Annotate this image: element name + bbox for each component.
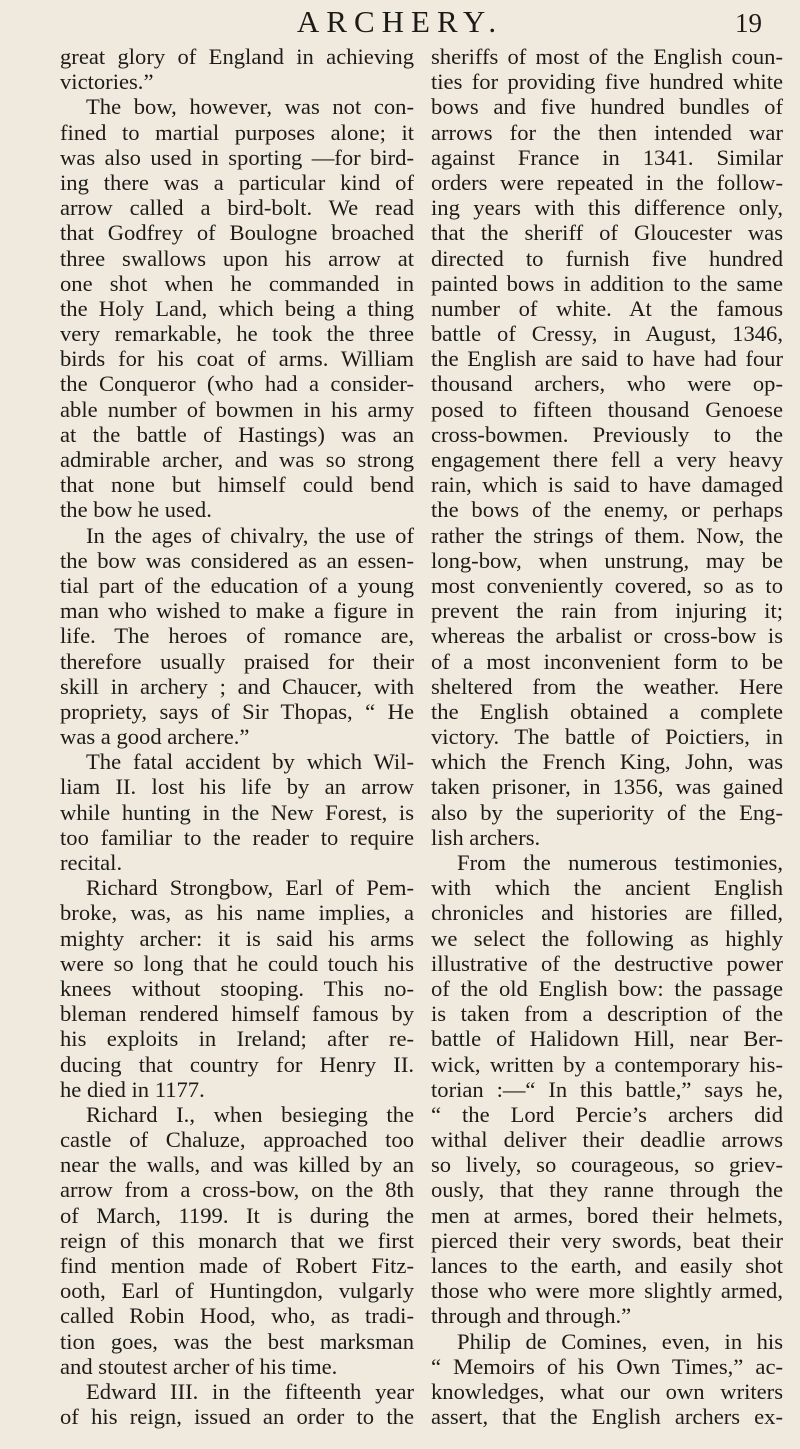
page-number: 19: [735, 8, 762, 38]
text-line: “ the Lord Percie’s archers did: [431, 1101, 783, 1127]
text-line: great glory of England in achieving: [60, 44, 414, 69]
text-line: that Godfrey of Boulogne broached: [60, 220, 414, 246]
text-line: of his reign, issued an order to the: [60, 1404, 414, 1430]
text-line: ooth, Earl of Huntingdon, vulgarly: [60, 1278, 414, 1304]
text-line: arrow from a cross-bow, on the 8th: [60, 1177, 414, 1203]
running-header: [0, 4, 800, 44]
text-line: the bows of the enemy, or perhaps: [431, 497, 783, 523]
text-line: so lively, so courageous, so griev-: [431, 1152, 783, 1178]
text-line: knowledges, what our own writers: [431, 1378, 783, 1404]
text-line: withal deliver their deadlie arrows: [431, 1127, 783, 1153]
text-line: ducing that country for Henry II.: [60, 1051, 414, 1077]
text-line: Philip de Comines, even, in his: [457, 1328, 783, 1354]
text-line: lances to the earth, and easily shot: [431, 1253, 783, 1278]
text-line: which the French King, John, was: [431, 749, 783, 775]
text-line: we select the following as highly: [431, 925, 783, 951]
text-line: his exploits in Ireland; after re-: [60, 1026, 414, 1052]
text-line: battle of Halidown Hill, near Ber-: [431, 1026, 783, 1052]
text-line: long-bow, when unstrung, may be: [431, 547, 783, 573]
text-line: broke, was, as his name implies, a: [60, 900, 414, 926]
text-line: the English obtained a complete: [431, 698, 783, 724]
text-line: of a most inconvenient form to be: [431, 648, 783, 674]
text-line: From the numerous testimonies,: [457, 850, 783, 875]
text-line: that none but himself could bend: [60, 472, 414, 498]
text-line: was a good archere.”: [60, 724, 250, 750]
text-line: while hunting in the New Forest, is: [60, 799, 414, 825]
text-line: chronicles and histories are filled,: [431, 900, 783, 926]
text-line: able number of bowmen in his army: [60, 396, 414, 422]
text-line: whereas the arbalist or cross-bow is: [431, 623, 783, 649]
text-line: tion goes, was the best marksman: [60, 1328, 414, 1354]
text-line: recital.: [60, 850, 123, 875]
text-line: torian :—“ In this battle,” says he,: [431, 1076, 783, 1102]
text-line: were so long that he could touch his: [60, 950, 414, 976]
text-line: of March, 1199. It is during the: [60, 1202, 414, 1228]
text-line: ties for providing five hundred white: [431, 69, 783, 95]
left-column: [60, 44, 414, 1429]
text-line: those who were more slightly armed,: [431, 1278, 783, 1304]
text-line: wick, written by a contemporary his-: [431, 1051, 783, 1077]
text-line: one shot when he commanded in: [60, 270, 414, 296]
text-line: posed to fifteen thousand Genoese: [431, 396, 783, 422]
text-line: birds for his coat of arms. William: [60, 346, 414, 372]
text-line: is taken from a description of the: [431, 1001, 783, 1027]
text-line: find mention made of Robert Fitz-: [60, 1253, 414, 1278]
text-line: near the walls, and was killed by an: [60, 1152, 414, 1178]
text-line: mighty archer: it is said his arms: [60, 925, 414, 951]
text-line: orders were repeated in the follow-: [431, 169, 783, 195]
text-line: very remarkable, he took the three: [60, 321, 414, 347]
text-line: In the ages of chivalry, the use of: [86, 522, 414, 548]
text-line: ing years with this difference only,: [431, 195, 783, 221]
text-line: admirable archer, and was so strong: [60, 447, 414, 472]
text-line: he died in 1177.: [60, 1076, 205, 1102]
text-line: man who wished to make a figure in: [60, 598, 414, 624]
text-line: number of white. At the famous: [431, 295, 783, 321]
text-line: cross-bowmen. Previously to the: [431, 421, 783, 447]
text-line: and stoutest archer of his time.: [60, 1353, 338, 1379]
text-line: Richard I., when besieging the: [86, 1101, 414, 1127]
text-line: that the sheriff of Gloucester was: [431, 220, 783, 246]
running-title: ARCHERY.: [296, 4, 504, 39]
text-line: victory. The battle of Poictiers, in: [431, 724, 783, 750]
text-line: therefore usually praised for their: [60, 648, 414, 674]
text-line: bows and five hundred bundles of: [431, 94, 783, 120]
text-line: the bow was considered as an essen-: [60, 547, 414, 573]
text-line: battle of Cressy, in August, 1346,: [431, 321, 783, 347]
text-line: called Robin Hood, who, as tradi-: [60, 1303, 414, 1329]
right-column: [431, 44, 783, 1429]
text-line: life. The heroes of romance are,: [60, 623, 414, 649]
text-line: the Holy Land, which being a thing: [60, 295, 414, 321]
text-line: victories.”: [60, 69, 154, 95]
text-line: knees without stooping. This no-: [60, 975, 414, 1001]
text-line: also by the superiority of the Eng-: [431, 799, 783, 825]
text-line: arrows for the then intended war: [431, 119, 783, 145]
text-line: taken prisoner, in 1356, was gained: [431, 774, 783, 800]
text-line: the bow he used.: [60, 497, 212, 523]
text-line: through and through.”: [431, 1303, 632, 1329]
text-line: sheltered from the weather. Here: [431, 673, 783, 699]
text-line: painted bows in addition to the same: [431, 270, 783, 296]
text-line: reign of this monarch that we first: [60, 1227, 414, 1253]
text-line: “ Memoirs of his Own Times,” ac-: [431, 1353, 783, 1379]
text-line: was also used in sporting —for bird-: [60, 144, 414, 170]
text-line: bleman rendered himself famous by: [60, 1001, 414, 1027]
text-line: propriety, says of Sir Thopas, “ He: [60, 698, 414, 724]
text-line: skill in archery ; and Chaucer, with: [60, 673, 414, 699]
text-line: with which the ancient English: [431, 875, 783, 901]
text-line: prevent the rain from injuring it;: [431, 598, 783, 624]
text-line: The fatal accident by which Wil-: [86, 749, 414, 775]
text-line: men at armes, bored their helmets,: [431, 1202, 783, 1228]
text-line: of the old English bow: the passage: [431, 975, 783, 1001]
text-line: fined to martial purposes alone; it: [60, 119, 414, 145]
text-line: pierced their very swords, beat their: [431, 1227, 783, 1253]
text-line: tial part of the education of a young: [60, 572, 414, 598]
text-line: engagement there fell a very heavy: [431, 447, 783, 472]
text-line: the English are said to have had four: [431, 346, 783, 372]
text-line: at the battle of Hastings) was an: [60, 421, 414, 447]
text-line: rather the strings of them. Now, the: [431, 522, 783, 548]
text-line: rain, which is said to have damaged: [431, 472, 783, 498]
text-line: illustrative of the destructive power: [431, 950, 783, 976]
text-line: Edward III. in the fifteenth year: [86, 1378, 414, 1404]
text-line: too familiar to the reader to require: [60, 824, 414, 850]
text-line: lish archers.: [431, 824, 541, 850]
text-line: directed to furnish five hundred: [431, 245, 783, 271]
text-line: castle of Chaluze, approached too: [60, 1127, 414, 1153]
text-line: assert, that the English archers ex-: [431, 1404, 783, 1430]
text-line: three swallows upon his arrow at: [60, 245, 414, 271]
text-line: The bow, however, was not con-: [86, 94, 414, 120]
text-line: the Conqueror (who had a consider-: [60, 371, 414, 397]
text-line: thousand archers, who were op-: [431, 371, 783, 397]
text-line: sheriffs of most of the English coun-: [431, 44, 783, 69]
text-line: ing there was a particular kind of: [60, 169, 414, 195]
text-line: ously, that they ranne through the: [431, 1177, 783, 1203]
text-line: arrow called a bird-bolt. We read: [60, 195, 414, 221]
text-line: Richard Strongbow, Earl of Pem-: [86, 875, 414, 901]
text-line: most conveniently covered, so as to: [431, 572, 783, 598]
text-line: liam II. lost his life by an arrow: [60, 774, 414, 800]
text-line: against France in 1341. Similar: [431, 144, 783, 170]
